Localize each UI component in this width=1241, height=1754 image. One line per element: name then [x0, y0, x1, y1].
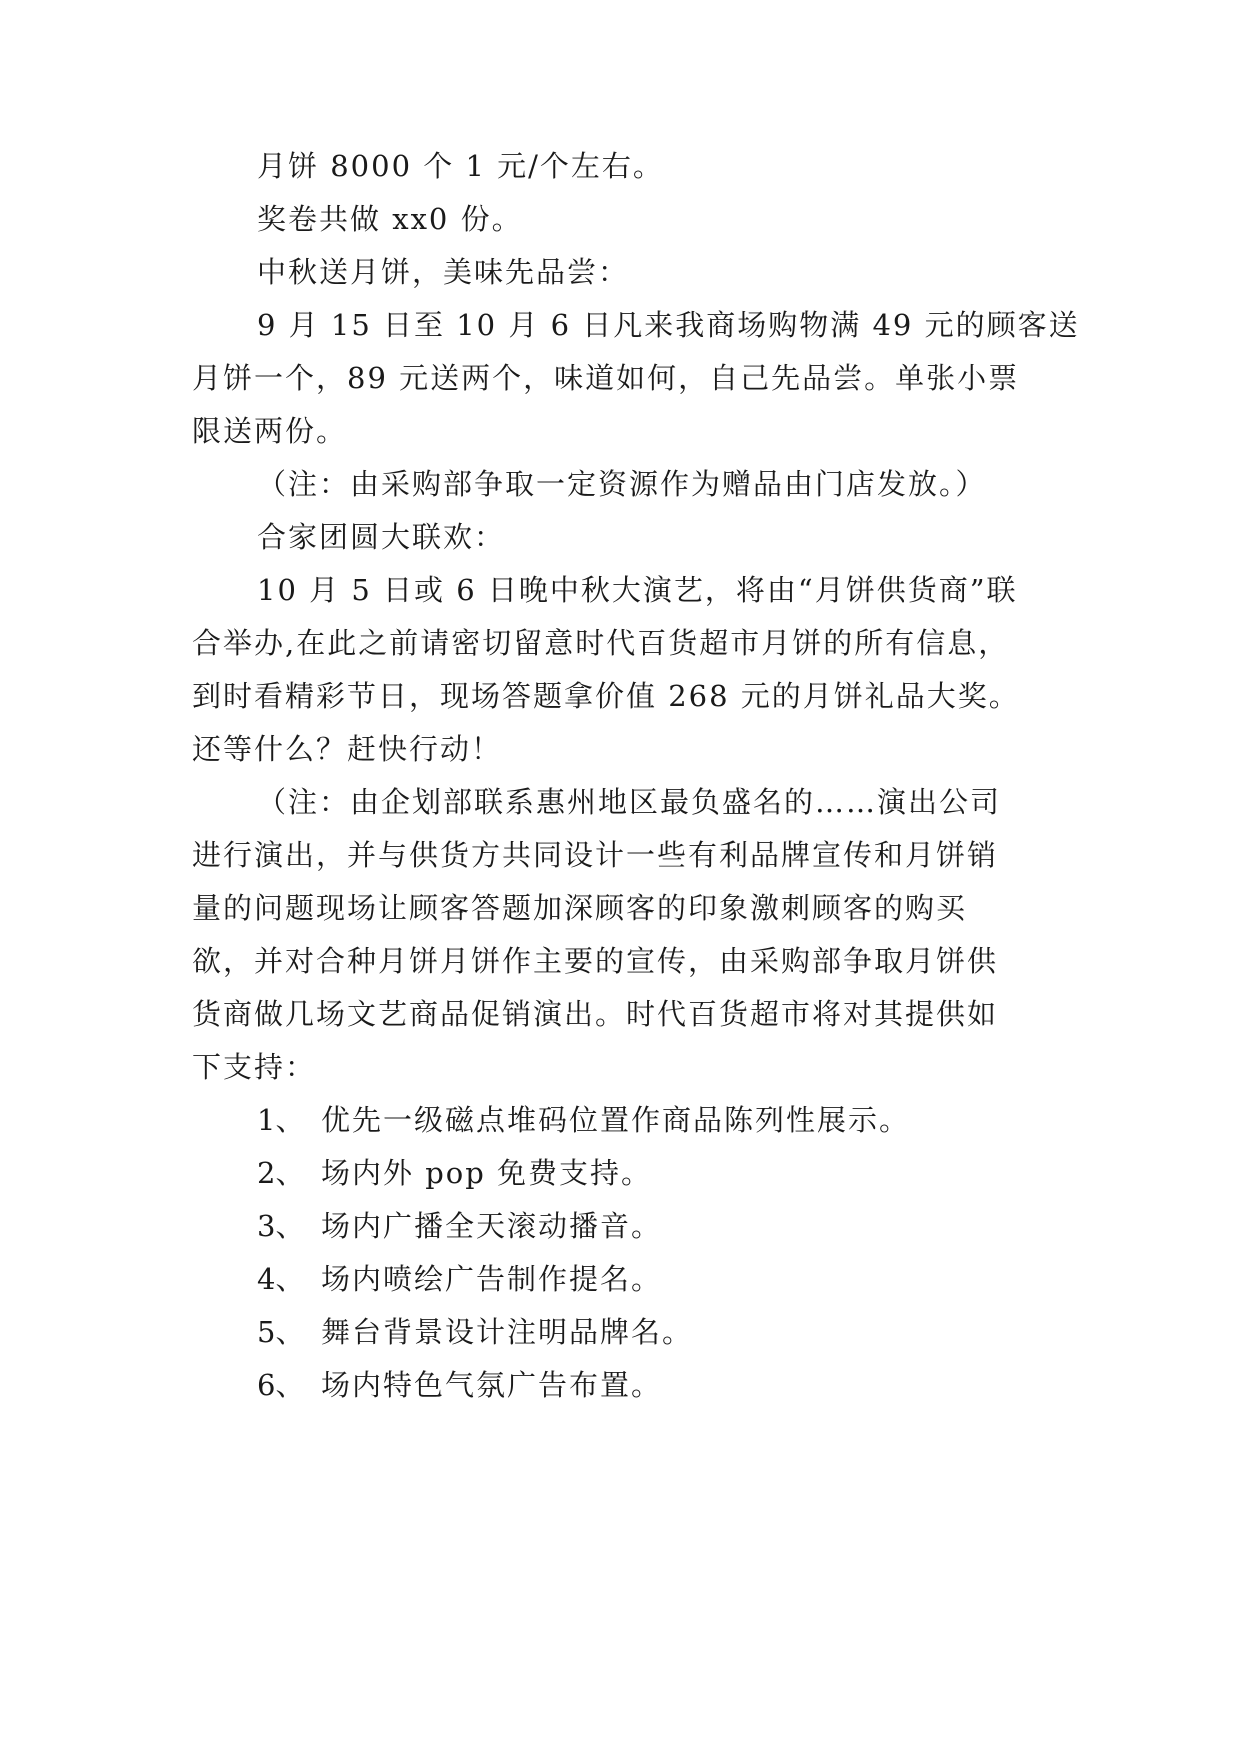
paragraph-line: 月饼一个，89 元送两个，味道如何，自己先品尝。单张小票 — [192, 361, 1020, 395]
note-line: 量的问题现场让顾客答题加深顾客的印象激刺顾客的购买 — [192, 891, 968, 925]
list-item-number: 5、 — [257, 1315, 305, 1349]
note-line: （注：由采购部争取一定资源作为赠品由门店发放。） — [257, 467, 987, 501]
note-line: 欲，并对合种月饼月饼作主要的宣传，由采购部争取月饼供 — [192, 944, 999, 978]
note-line: 货商做几场文艺商品促销演出。时代百货超市将对其提供如 — [192, 997, 999, 1031]
note-line: （注：由企划部联系惠州地区最负盛名的……演出公司 — [257, 785, 1002, 819]
list-item: 优先一级磁点堆码位置作商品陈列性展示。 — [321, 1103, 911, 1137]
list-item: 场内特色气氛广告布置。 — [321, 1368, 663, 1402]
note-line: 下支持： — [192, 1050, 317, 1084]
list-item: 场内喷绘广告制作提名。 — [321, 1262, 663, 1296]
list-item-number: 6、 — [257, 1368, 305, 1402]
note-line: 进行演出，并与供货方共同设计一些有利品牌宣传和月饼销 — [192, 838, 999, 872]
paragraph-line: 月饼 8000 个 1 元/个左右。 — [257, 149, 664, 183]
paragraph-line: 10 月 5 日或 6 日晚中秋大演艺，将由“月饼供货商”联 — [257, 573, 1018, 607]
paragraph-line: 合举办,在此之前请密切留意时代百货超市月饼的所有信息， — [192, 626, 1010, 660]
paragraph-line: 9 月 15 日至 10 月 6 日凡来我商场购物满 49 元的顾客送 — [257, 308, 1080, 342]
list-item-number: 3、 — [257, 1209, 305, 1243]
list-item-number: 2、 — [257, 1156, 305, 1190]
paragraph-line: 到时看精彩节日，现场答题拿价值 268 元的月饼礼品大奖。 — [192, 679, 1020, 713]
list-item: 场内外 pop 免费支持。 — [321, 1156, 653, 1190]
paragraph-line: 奖卷共做 xx0 份。 — [257, 202, 523, 236]
list-item-number: 1、 — [257, 1103, 305, 1137]
section-heading: 中秋送月饼，美味先品尝： — [257, 255, 630, 289]
paragraph-line: 限送两份。 — [192, 414, 348, 448]
section-heading: 合家团圆大联欢： — [257, 520, 506, 554]
list-item: 场内广播全天滚动播音。 — [321, 1209, 663, 1243]
paragraph-line: 还等什么？赶快行动！ — [192, 732, 503, 766]
list-item-number: 4、 — [257, 1262, 305, 1296]
list-item: 舞台背景设计注明品牌名。 — [321, 1315, 694, 1349]
